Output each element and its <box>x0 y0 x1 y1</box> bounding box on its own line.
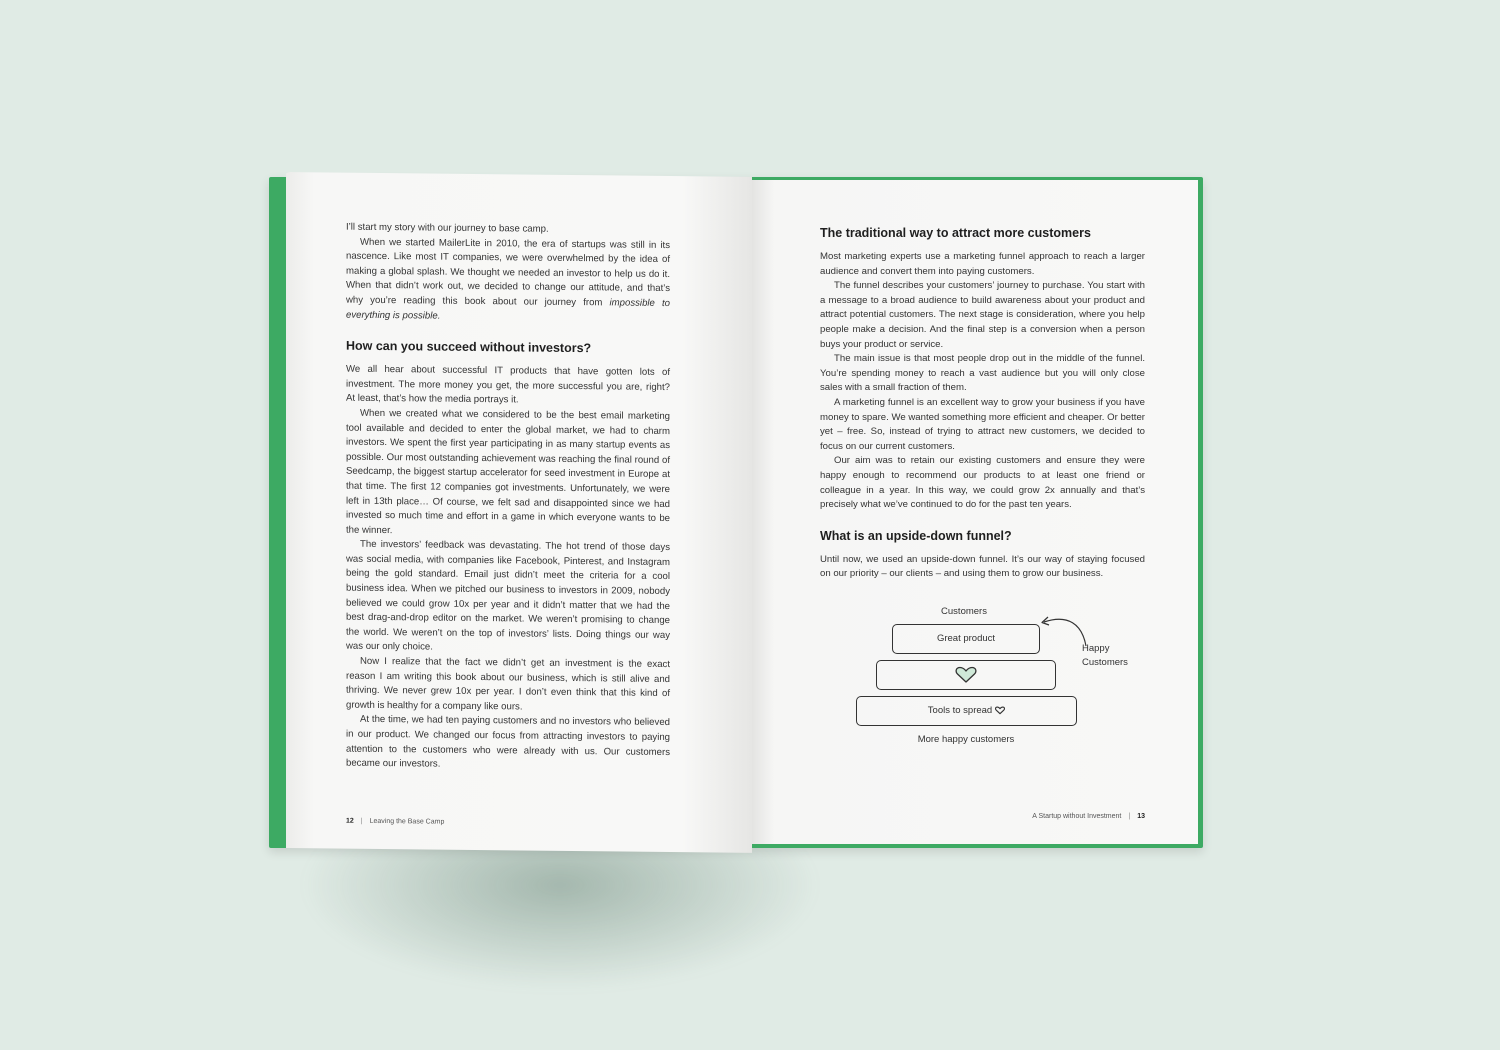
left-footer <box>346 818 444 826</box>
right-page-number: 13 <box>1137 813 1145 820</box>
right-heading-1: The traditional way to attract more customers <box>820 226 1091 240</box>
funnel-bottom-label: More happy customers <box>917 733 1015 745</box>
right-body-2 <box>820 553 1145 582</box>
right-page <box>752 180 1198 844</box>
funnel-side-label-line1: Happy <box>1082 642 1110 654</box>
right-body-1-p3: The main issue is that most people drop out in the middle of the funnel. You’re spending money to reach a vast audience but you will only close sales with a small fraction of them. <box>820 353 1145 394</box>
right-heading-2: What is an upside-down funnel? <box>820 528 1012 543</box>
funnel-level-3-label: Tools to spread <box>927 705 993 717</box>
funnel-top-label: Customers <box>941 605 987 617</box>
left-intro-p2: When we started MailerLite in 2010, the era of startups was still in its nascence. Like most IT companies, we were overwhelmed by the idea of making a global splash. We thought we needed an investor to help us do it. When that didn’t work out, we decided to change our attitude, and that’s why you’re reading this book about our journey from impossible to everything is possible. <box>346 236 670 322</box>
book-shadow <box>300 840 820 990</box>
funnel-side-label-line2: Customers <box>1082 656 1128 668</box>
left-body <box>346 363 670 775</box>
left-heading: How can you succeed without investors? <box>346 338 592 356</box>
left-running-title: Leaving the Base Camp <box>369 817 445 826</box>
left-body-p3: The investors’ feedback was devastating. The hot trend of those days was social media, with companies like Facebook, Pinterest, and Instagram being the gold standard. Email just didn’t meet the criteria for a cool business idea. When we pitched our business to investors in 2009, nobody believed we could grow 10x per year and it didn’t matter that we had the best drag-and-drop editor on the market. We weren’t promising to change the world. We weren’t on the top of investors’ lists. Doing things our way was our only choice. <box>346 539 670 653</box>
funnel-side-label <box>1082 642 1128 670</box>
right-body-1-p1: Most marketing experts use a marketing funnel approach to reach a larger audience and convert them into paying customers. <box>820 251 1145 277</box>
right-running-title: A Startup without Investment <box>1032 813 1122 820</box>
right-footer <box>1032 813 1145 820</box>
left-body-p5: At the time, we had ten paying customers and no investors who believed in our product. We changed our focus from attracting investors to paying attention to the customers who were already with us. Our customers became our investors. <box>346 714 670 770</box>
right-body-2-p1: Until now, we used an upside-down funnel. It’s our way of staying focused on our priority – our clients – and using them to grow our business. <box>820 553 1145 580</box>
left-intro-p1: I’ll start my story with our journey to base camp. <box>346 221 549 235</box>
funnel-level-1 <box>892 624 1040 654</box>
left-page-number: 12 <box>346 817 354 825</box>
heart-icon <box>995 706 1005 715</box>
footer-separator: | <box>1128 813 1131 820</box>
left-body-p2: When we created what we considered to be the best email marketing tool available and decided to enter the global market, we had to charm investors. We spent the first year participating in as many startup events as possible. Our most outstanding achievement was reaching the final round of Seedcamp, the biggest startup accelerator for seed investment in Europe at that time. The first 12 companies got investments. Unfortunately, we were left in 13th place… Of course, we felt sad and disappointed since we had invested so much time and effort in a game in which everyone wants to be the winner. <box>346 407 670 536</box>
heart-icon <box>955 666 977 684</box>
funnel-level-1-label: Great product <box>936 633 996 645</box>
left-page <box>286 172 752 853</box>
left-intro <box>346 221 670 327</box>
upside-down-funnel-diagram <box>820 606 1150 766</box>
funnel-level-3 <box>856 696 1077 726</box>
right-body-1 <box>820 250 1145 513</box>
right-body-1-p5: Our aim was to retain our existing customers and ensure they were happy enough to recommend our products to at least one friend or colleague in a year. In this way, we could grow 2x annually and that’s precisely what we’ve continued to do for the past ten years. <box>820 455 1145 511</box>
funnel-level-2 <box>876 660 1056 690</box>
right-body-1-p4: A marketing funnel is an excellent way to grow your business if you have money to spare. We wanted something more efficient and cheaper. Or better yet – free. So, instead of trying to attract new customers, we decided to focus on our current customers. <box>820 396 1145 452</box>
left-body-p1: We all hear about successful IT products that have gotten lots of investment. The more money you get, the more successful you are, right? At least, that’s how the media portrays it. <box>346 363 670 406</box>
curved-arrow-icon <box>1038 610 1088 650</box>
right-body-1-p2: The funnel describes your customers’ journey to purchase. You start with a message to a broad audience to build awareness about your product and attract potential customers. The next stage is consideration, where you help people make a decision. And the final step is a conversion when a person buys your product or service. <box>820 280 1145 350</box>
footer-separator: | <box>360 817 363 825</box>
left-body-p4: Now I realize that the fact we didn’t get an investment is the exact reason I am writing this book about our business, which is still alive and thriving. We never grew 10x per year. I don’t even think that this kind of growth is healthy for a company like ours. <box>346 655 670 713</box>
